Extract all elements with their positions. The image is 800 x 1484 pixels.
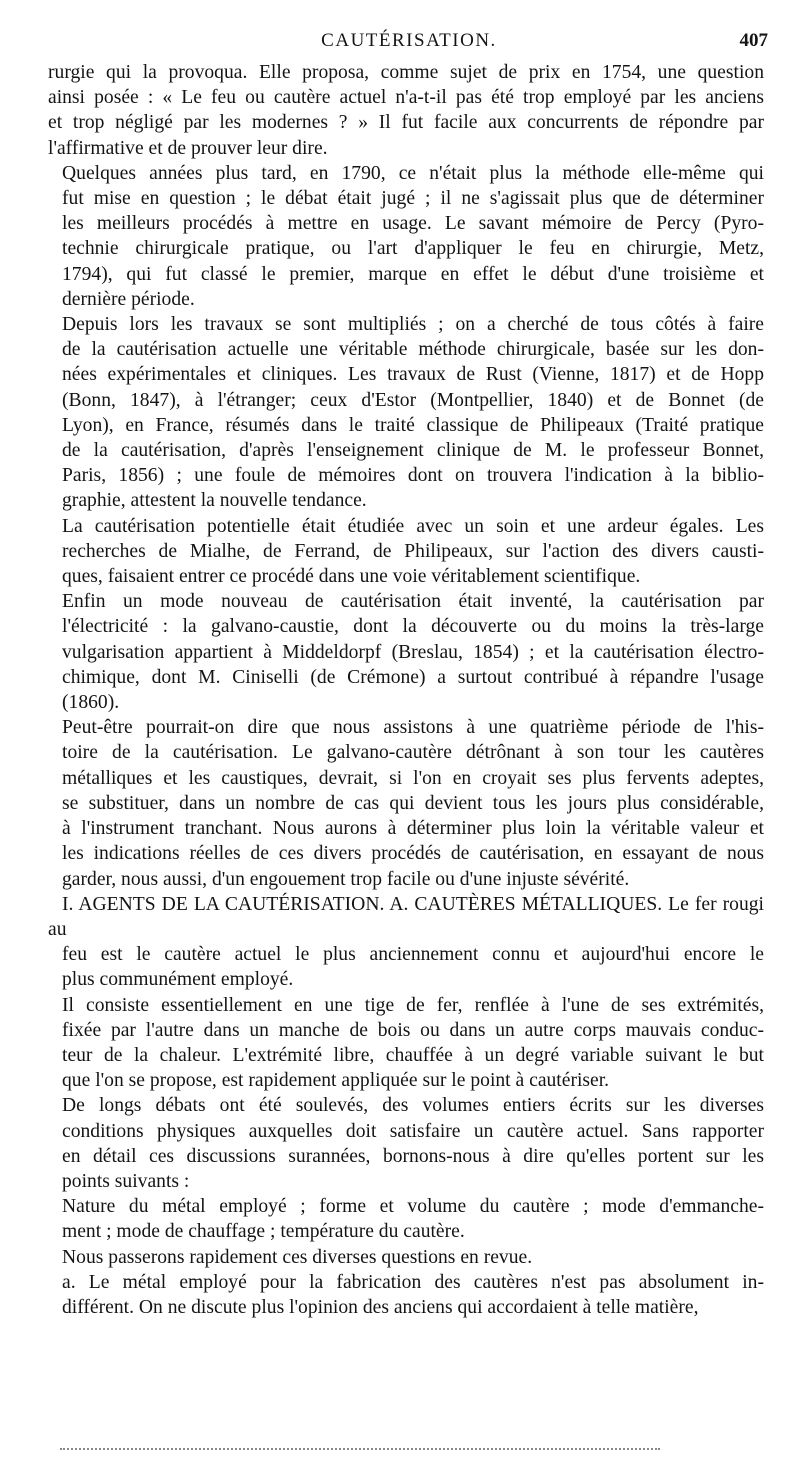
text-line: Nature du métal employé ; forme et volume du cautère ; mode d'emmanche- [62,1196,764,1218]
text-line: De longs débats ont été soulevés, des volumes entiers écrits sur les diverses [62,1095,764,1117]
paragraph-p2 [48,161,764,312]
body-text [48,60,764,1320]
text-line: à l'instrument tranchant. Nous aurons à déterminer plus loin la véritable valeur et [62,818,764,840]
text-line: graphie, attestent la nouvelle tendance. [62,490,367,512]
text-line: ques, faisaient entrer ce procédé dans une voie véritablement scientifique. [62,566,641,588]
page-header [48,30,770,56]
text-line: Enfin un mode nouveau de cautérisation était inventé, la cautérisation par [62,591,764,613]
paragraph-p7 [48,892,764,993]
text-line: ainsi posée : « Le feu ou cautère actuel n'a-t-il pas été trop employé par les anciens [48,87,764,109]
page-number: 407 [739,30,768,51]
text-line: fixée par l'autre dans un manche de bois ou dans un autre corps mauvais conduc- [62,1019,764,1041]
text-line: garder, nous aussi, d'un engouement trop facile ou d'une injuste sévérité. [62,868,630,890]
text-line: conditions physiques auxquelles doit satisfaire un cautère actuel. Sans rapporter [62,1120,764,1142]
text-line: et trop négligé par les modernes ? » Il fut facile aux concurrents de répondre par [48,112,764,134]
text-line: Quelques années plus tard, en 1790, ce n'était plus la méthode elle-même qui [62,162,764,184]
text-line: rurgie qui la provoqua. Elle proposa, comme sujet de prix en 1754, une question [48,62,764,83]
text-line: La cautérisation potentielle était étudiée avec un soin et une ardeur égales. Les [62,515,764,537]
text-line: chimique, dont M. Ciniselli (de Crémone) a surtout contribué à répandre l'usage [62,666,764,688]
text-line: Paris, 1856) ; une foule de mémoires dont on trouvera l'indication à la biblio- [62,465,764,487]
text-line: métalliques et les caustiques, devrait, si l'on en croyait ses plus fervents adeptes, [62,767,764,789]
text-line: dernière période. [62,288,195,310]
paragraph-p10 [48,1194,764,1244]
text-line: teur de la chaleur. L'extrémité libre, chauffée à un degré variable suivant le but [62,1044,764,1066]
text-line: l'électricité : la galvano-caustie, dont la découverte ou du moins la très-large [62,616,764,638]
text-line: plus communément employé. [62,969,294,991]
text-line: toire de la cautérisation. Le galvano-cautère détrônant à son tour les cautères [62,742,764,764]
paragraph-p5 [48,589,764,715]
text-line: Depuis lors les travaux se sont multipliés ; on a cherché de tous côtés à faire [62,314,764,336]
text-line: (1860). [62,692,120,714]
text-line: les meilleurs procédés à mettre en usage. Le savant mémoire de Percy (Pyro- [62,213,764,235]
text-line: l'affirmative et de prouver leur dire. [48,137,328,159]
text-line: feu est le cautère actuel le plus anciennement connu et aujourd'hui encore le [62,944,764,966]
running-title: CAUTÉRISATION. [321,30,497,51]
text-line: Peut-être pourrait-on dire que nous assistons à une quatrième période de l'his- [62,717,764,739]
text-line: points suivants : [62,1170,190,1192]
text-line: recherches de Mialhe, de Ferrand, de Philipeaux, sur l'action des divers causti- [62,540,764,562]
text-line: Il consiste essentiellement en une tige de fer, renflée à l'une de ses extrémités, [62,994,764,1016]
paragraph-p1 [48,60,764,161]
text-line: Nous passerons rapidement ces diverses questions en revue. [62,1246,533,1268]
paragraph-p11 [48,1245,764,1270]
paragraph-p12 [48,1270,764,1320]
text-line: nées expérimentales et cliniques. Les travaux de Rust (Vienne, 1817) et de Hopp [62,364,764,386]
text-line: différent. On ne discute plus l'opinion des anciens qui accordaient à telle matière, [62,1296,699,1318]
text-line: a. Le métal employé pour la fabrication des cautères n'est pas absolument in- [62,1271,764,1293]
paragraph-p8 [48,993,764,1094]
paragraph-p6 [48,715,764,891]
text-line: I. AGENTS DE LA CAUTÉRISATION. A. CAUTÈRES MÉTALLIQUES. Le fer rougi au [48,893,764,940]
footer-rule [60,1448,660,1450]
text-line: de la cautérisation actuelle une véritable méthode chirurgicale, basée sur les don- [62,339,764,361]
text-line: Lyon), en France, résumés dans le traité classique de Philipeaux (Traité pratique [62,414,764,436]
text-line: 1794), qui fut classé le premier, marque en effet le début d'une troisième et [62,263,764,285]
text-line: se substituer, dans un nombre de cas qui devient tous les jours plus considérable, [62,792,764,814]
text-line: en détail ces discussions surannées, bornons-nous à dire qu'elles portent sur les [62,1145,764,1167]
text-line: (Bonn, 1847), à l'étranger; ceux d'Estor (Montpellier, 1840) et de Bonnet (de [62,389,764,411]
text-line: technie chirurgicale pratique, ou l'art d'appliquer le feu en chirurgie, Metz, [62,238,764,260]
paragraph-p4 [48,514,764,590]
text-line: vulgarisation appartient à Middeldorpf (Breslau, 1854) ; et la cautérisation électro- [62,641,764,663]
text-line: que l'on se propose, est rapidement appliquée sur le point à cautériser. [62,1070,610,1092]
paragraph-p3 [48,312,764,514]
paragraph-p9 [48,1093,764,1194]
text-line: ment ; mode de chauffage ; température du cautère. [62,1221,465,1243]
text-line: les indications réelles de ces divers procédés de cautérisation, en essayant de nous [62,843,764,865]
text-line: de la cautérisation, d'après l'enseignement clinique de M. le professeur Bonnet, [62,440,764,462]
text-line: fut mise en question ; le débat était jugé ; il ne s'agissait plus que de déterminer [62,188,764,210]
